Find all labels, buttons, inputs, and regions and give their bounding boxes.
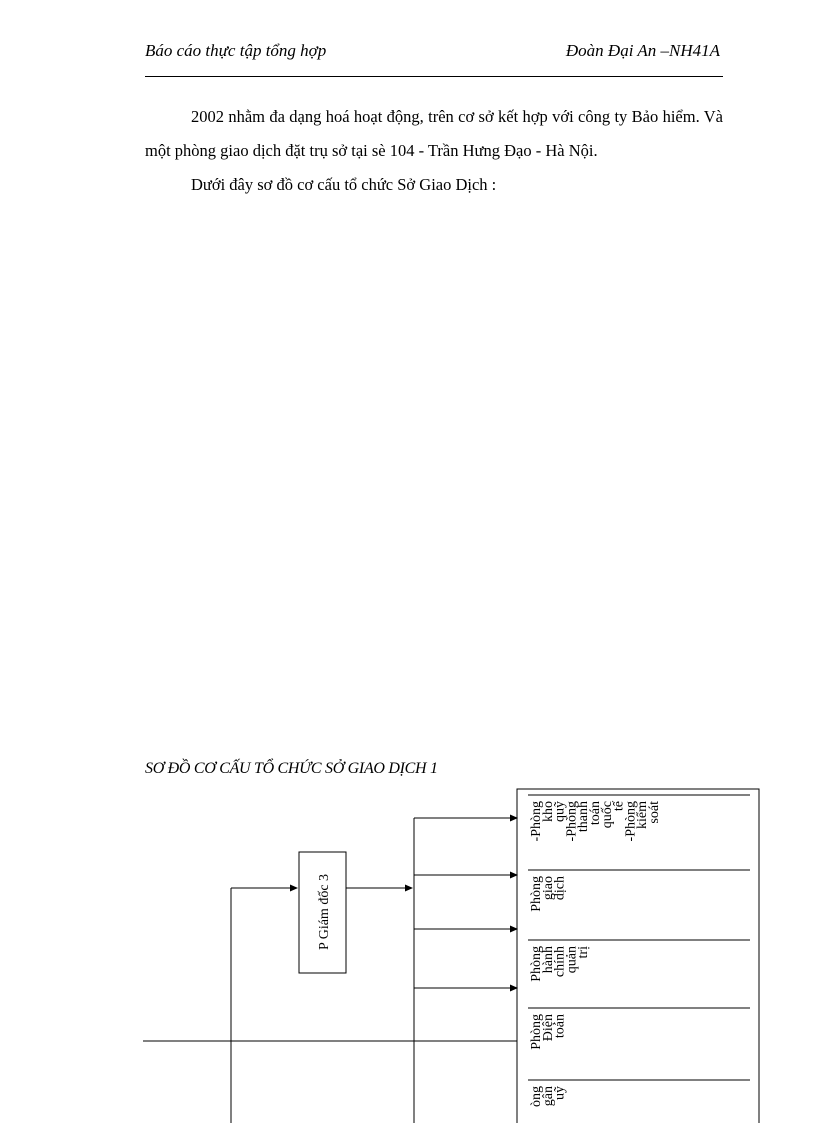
department-2 [529, 876, 568, 912]
paragraph-2: Dưới đây sơ đồ cơ cấu tổ chức Sở Giao Dịch : [191, 175, 497, 194]
department-1-line: -Phòng [564, 801, 580, 842]
department-2-line: Phòng [529, 876, 544, 912]
department-2-line: dịch [552, 876, 568, 901]
department-4 [529, 1014, 568, 1050]
header-author: Đoàn Đại An –NH41A [565, 41, 720, 60]
department-1-line: quỹ [552, 801, 568, 822]
chart-title: SƠ ĐỒ CƠ CẤU TỔ CHỨC SỞ GIAO DỊCH 1 [145, 760, 438, 777]
department-1-line: thanh [576, 801, 592, 833]
department-1-line: kiểm [635, 801, 651, 829]
department-3-line: quản [564, 946, 580, 974]
paragraph-1: 2002 nhằm đa dạng hoá hoạt động, trên cơ sở kết hợp với công ty Bảo hiểm. Và một phòng giao dịch đặt trụ sở tại sè 104 - Trần Hưng Đạo - Hà Nội. [145, 107, 723, 160]
department-3-line: hành [540, 946, 556, 974]
department-1 [529, 800, 662, 841]
department-1-line: -Phòng [623, 801, 639, 842]
header-left-title: Báo cáo thực tập tổng hợp [145, 41, 327, 60]
department-3-line: trị [576, 946, 592, 959]
department-3 [529, 946, 591, 982]
department-2-line: giao [540, 876, 556, 901]
department-5 [529, 1086, 568, 1107]
department-1-line: kho [540, 801, 556, 822]
department-1-line: -Phòng [529, 801, 544, 842]
department-5-line: gân [540, 1086, 556, 1107]
department-4-line: toán [552, 1014, 568, 1039]
department-5-line: uỹ [552, 1086, 568, 1100]
department-3-line: Phòng [529, 946, 544, 982]
department-3-line: chính [552, 946, 568, 978]
department-labels [529, 800, 662, 1107]
department-1-line: toán [588, 801, 603, 826]
department-1-line: tế [611, 801, 627, 812]
department-1-line: soát [647, 801, 662, 824]
department-5-line: òng [529, 1086, 544, 1107]
department-4-line: Điện [540, 1014, 556, 1042]
department-4-line: Phòng [529, 1014, 544, 1050]
department-1-line: quốc [599, 801, 615, 829]
director-label: P Giám đốc 3 [317, 873, 332, 951]
